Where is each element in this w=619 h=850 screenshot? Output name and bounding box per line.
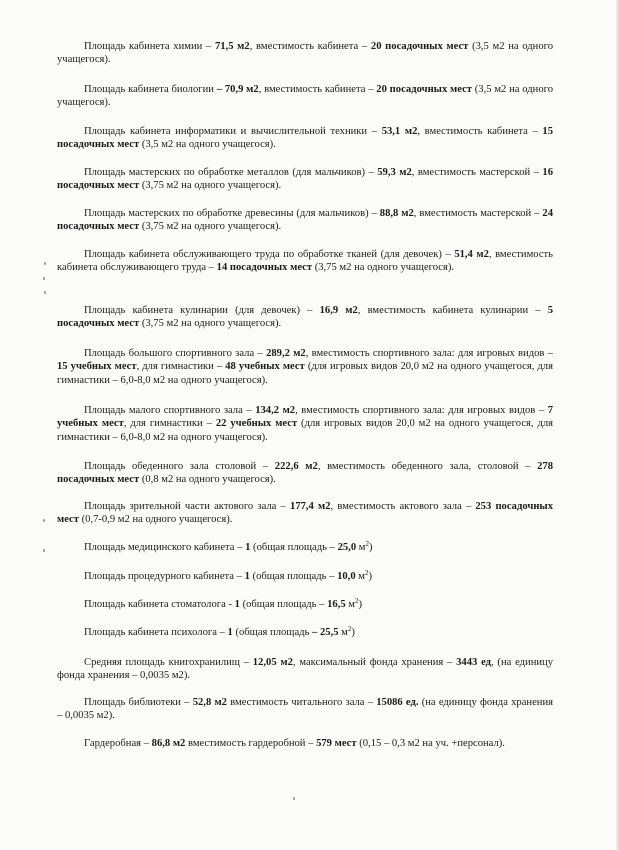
paragraph-large-gym <box>57 347 553 387</box>
text-run: Площадь обеденного зала столовой – <box>84 461 275 472</box>
bold-run: 15 учебных мест <box>57 361 137 373</box>
text-run: ) <box>351 627 355 638</box>
text-run: ) <box>368 571 373 582</box>
text-run: вместимость гардеробной – <box>185 738 317 749</box>
bold-run: 579 мест <box>316 738 357 749</box>
text-run: , (на единицу фонда хранения – 0,0035 м2). <box>57 657 554 682</box>
bold-run: 20 посадочных мест <box>376 84 472 95</box>
text-run: (общая площадь <box>232 627 313 638</box>
bold-run: 59,3 м2 <box>377 167 412 178</box>
text-run: (3,5 м2 на одного учащегося). <box>139 139 276 151</box>
superscript-run: 2 <box>355 597 359 605</box>
text-run: , вместимость мастерской – <box>413 208 543 219</box>
text-run: Средняя площадь книгохранилищ – <box>84 657 253 668</box>
text-run: , вместимость кабинета кулинарии – <box>357 305 548 316</box>
bold-run: 134,2 м2 <box>255 405 296 416</box>
text-run: Площадь процедурного кабинета – <box>84 571 245 582</box>
paragraph-chemistry-room <box>57 40 553 67</box>
superscript-run: 2 <box>365 540 369 548</box>
paragraph-cooking-room <box>57 304 553 331</box>
text-run: (на единицу фонда хранения – 0,0035 м2). <box>57 697 553 722</box>
text-run: Площадь большого спортивного зала – <box>84 348 267 359</box>
bold-run: 24 посадочных мест <box>57 208 553 233</box>
scan-speck <box>43 549 45 552</box>
paragraph-dentist-room <box>57 598 553 611</box>
paragraph-medical-room <box>57 541 553 554</box>
text-run: (для игровых видов 20,0 м2 на одного учащегося, для гимнастики – 6,0-8,0 м2 на одного учащегося). <box>57 361 553 386</box>
scan-speck <box>43 519 45 522</box>
text-run: , вместимость обеденного зала, столовой – <box>317 461 538 472</box>
superscript-run: 2 <box>347 625 352 633</box>
text-run: Площадь библиотеки – <box>84 697 193 708</box>
bold-run: 1 <box>245 542 251 553</box>
bold-run: 3443 ед <box>456 657 491 668</box>
paragraph-assembly-hall <box>57 500 553 527</box>
text-run: вместимость читального зала – <box>226 697 377 708</box>
text-run: (3,75 м2 на одного учащегося). <box>139 180 282 192</box>
bold-run: 1 <box>244 571 250 582</box>
text-run: , для гимнастики – <box>136 361 226 373</box>
text-run: (3,75 м2 на одного учащегося). <box>139 318 282 330</box>
text-run: (3,5 м2 на одного учащегося). <box>57 41 554 66</box>
text-run: (общая площадь – <box>239 599 328 610</box>
paragraph-informatics-room <box>57 125 553 152</box>
paragraph-small-gym <box>57 404 553 444</box>
bold-run: 48 учебных мест <box>225 361 305 373</box>
bold-run: 52,8 м2 <box>192 697 227 708</box>
paragraph-textile-room <box>57 248 553 275</box>
bold-run: 14 посадочных мест <box>216 262 313 274</box>
text-run: (общая площадь – <box>249 571 338 582</box>
text-run: Площадь кабинета биологии <box>84 84 217 95</box>
text-run: Площадь кабинета психолога – <box>84 627 228 638</box>
text-run: , вместимость актового зала – <box>330 501 476 512</box>
text-run: ) <box>368 542 373 553</box>
text-run: Площадь кабинета химии – <box>84 41 215 52</box>
paragraph-library <box>57 696 553 723</box>
text-run: , вместимость кабинета – <box>417 126 543 137</box>
bold-run: 222,6 м2 <box>274 461 318 472</box>
superscript-run: 2 <box>364 569 369 577</box>
paragraph-cloakroom <box>57 737 553 750</box>
paragraph-metal-workshop <box>57 166 553 193</box>
scan-speck <box>44 291 46 294</box>
bold-run: 88,8 м2 <box>379 208 414 219</box>
bold-run: 16,5 <box>327 599 346 610</box>
bold-run: 20 посадочных мест <box>370 41 469 52</box>
text-run: Площадь мастерских по обработке металлов (для мальчиков) – <box>84 167 378 178</box>
text-run: , вместимость мастерской – <box>411 167 543 178</box>
bold-run: 16 посадочных мест <box>57 167 553 192</box>
text-run: (общая площадь – <box>250 542 338 553</box>
bold-run: 86,8 м2 <box>151 738 186 749</box>
bold-run: 1 <box>227 627 233 638</box>
bold-run: 51,4 м2 <box>454 249 489 260</box>
text-run: (0,8 м2 на одного учащегося). <box>139 474 276 486</box>
paragraph-book-storage <box>57 656 553 683</box>
bold-run: 1 <box>234 599 240 610</box>
text-run: Площадь кабинета кулинарии (для девочек) – <box>84 305 320 316</box>
text-run: , для гимнастики – <box>123 418 216 430</box>
text-run: (для игровых видов 20,0 м2 на одного учащегося, для гимнастики – 6,0-8,0 м2 на одного учащегося). <box>57 418 554 443</box>
paragraph-dining-hall <box>57 460 553 487</box>
text-run: (3,75 м2 на одного учащегося). <box>139 221 282 233</box>
text-run: Площадь кабинета стоматолога - <box>84 599 235 610</box>
bold-run: 177,4 м2 <box>290 501 331 512</box>
bold-run: 53,1 м2 <box>381 126 418 137</box>
bold-run: 278 посадочных мест <box>57 461 553 486</box>
text-run: Площадь мастерских по обработке древесины (для мальчиков) – <box>84 208 380 219</box>
text-run: (3,5 м2 на одного учащегося). <box>57 84 554 109</box>
bold-run: 25,0 <box>337 542 357 553</box>
bold-run: 71,5 м2 <box>214 41 250 52</box>
bold-run: 12,05 м2 <box>252 657 293 668</box>
bold-run: – 25,5 <box>312 627 339 638</box>
bold-run: 289,2 м2 <box>266 348 306 359</box>
text-run: м <box>345 599 356 610</box>
text-run: , вместимость спортивного зала: для игровых видов – <box>305 348 553 359</box>
text-run: м <box>356 542 366 553</box>
bold-run: 10,0 <box>337 571 356 582</box>
bold-run: 16,9 м2 <box>319 305 358 316</box>
text-run: (0,15 – 0,3 м2 на уч. +персонал). <box>356 738 505 749</box>
bold-run: 15086 ед. <box>376 697 419 708</box>
bold-run: 5 посадочных мест <box>57 305 553 330</box>
text-run: Площадь кабинета информатики и вычислительной техники – <box>84 126 382 137</box>
scan-speck <box>293 797 295 800</box>
text-run: , вместимость кабинета – <box>258 84 377 95</box>
scan-speck <box>44 262 46 265</box>
bold-run: 22 учебных мест <box>215 418 298 430</box>
text-run: , максимальный фонда хранения – <box>292 657 457 668</box>
text-run: ) <box>358 599 363 610</box>
paragraph-procedure-room <box>57 570 553 583</box>
scan-speck <box>43 277 45 280</box>
text-run: , вместимость кабинета – <box>249 41 371 52</box>
text-run: м <box>338 627 348 638</box>
text-run: , вместимость кабинета обслуживающего труда – <box>57 249 554 274</box>
bold-run: 253 посадочных мест <box>57 501 553 526</box>
text-run: , вместимость спортивного зала: для игровых видов – <box>295 405 548 416</box>
text-run: (0,7-0,9 м2 на одного учащегося). <box>78 514 233 526</box>
bold-run: 15 посадочных мест <box>57 126 554 151</box>
paragraph-wood-workshop <box>57 207 553 234</box>
text-run: Площадь медицинского кабинета – <box>84 542 246 553</box>
text-run: (3,75 м2 на одного учащегося). <box>312 262 455 274</box>
text-run: м <box>355 571 365 582</box>
text-run: Площадь кабинета обслуживающего труда по обработке тканей (для девочек) – <box>84 249 455 260</box>
paragraph-biology-room <box>57 83 553 110</box>
bold-run: – 70,9 м2 <box>216 84 259 95</box>
paragraph-psychologist-room <box>57 626 553 639</box>
text-run: Гардеробная – <box>84 738 152 749</box>
text-run: Площадь малого спортивного зала – <box>84 405 256 416</box>
text-run: Площадь зрительной части актового зала – <box>84 501 291 512</box>
bold-run: 7 учебных мест <box>57 405 553 430</box>
